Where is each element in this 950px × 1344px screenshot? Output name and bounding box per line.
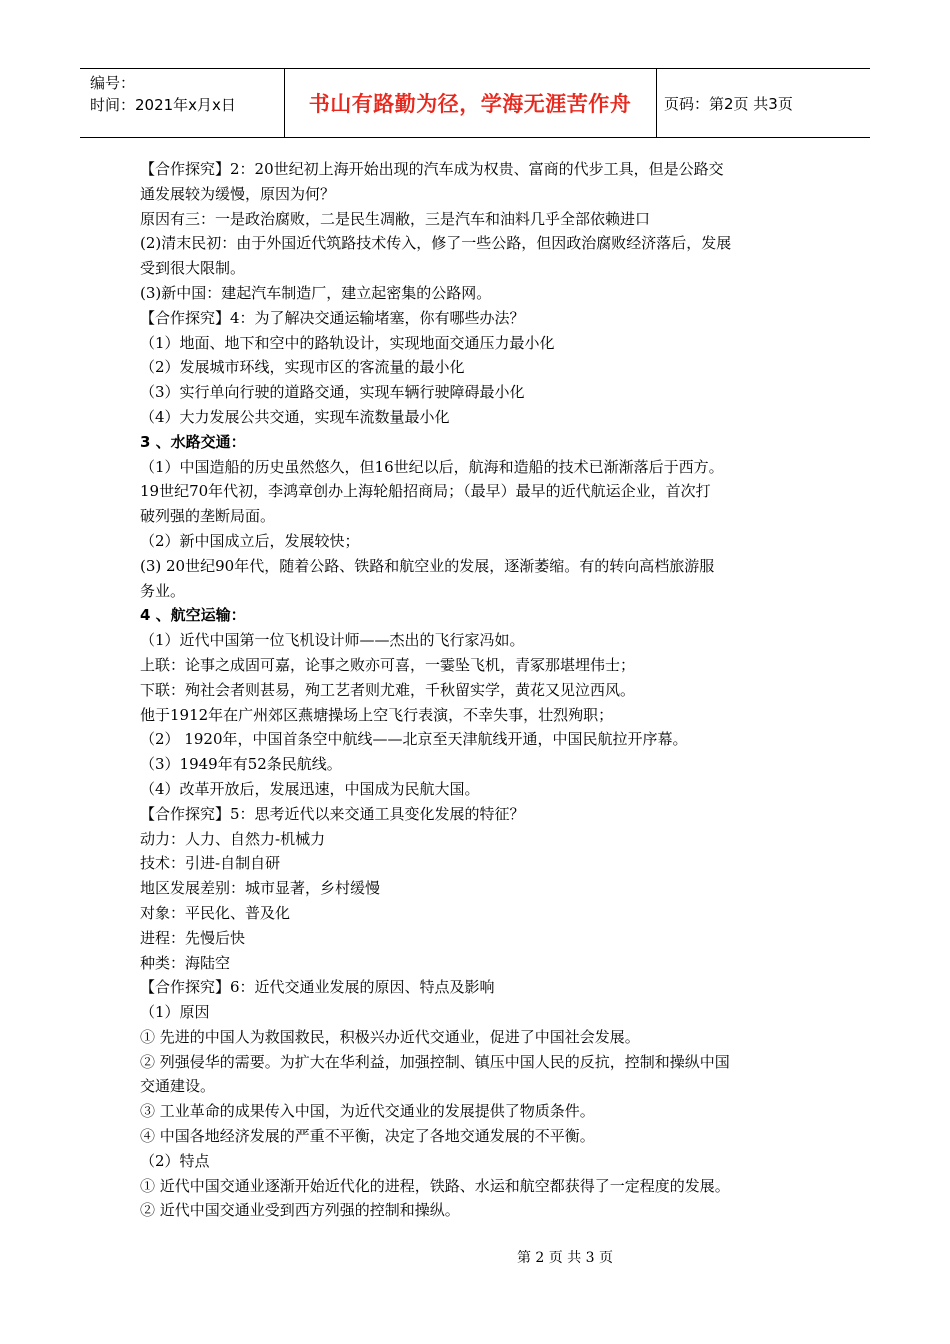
document-date: 时间：2021年x月x日 — [90, 96, 236, 114]
text-line: （4）大力发展公共交通，实现车流数量最小化 — [140, 407, 450, 426]
document-number-label: 编号： — [90, 74, 136, 92]
text-line: （1）近代中国第一位飞机设计师——杰出的飞行家冯如。 — [140, 631, 525, 650]
text-line: 交通建设。 — [140, 1077, 216, 1096]
text-line: ① 先进的中国人为救国救民，积极兴办近代交通业，促进了中国社会发展。 — [140, 1027, 640, 1046]
text-line: (3) 20世纪90年代，随着公路、铁路和航空业的发展，逐渐萎缩。有的转向高档旅游服 — [140, 556, 715, 575]
text-line: 原因有三：一是政治腐败，二是民生凋敝，三是汽车和油料几乎全部依赖进口 — [140, 209, 651, 228]
text-line: 破列强的垄断局面。 — [140, 507, 276, 526]
text-line: ① 近代中国交通业逐渐开始近代化的进程，铁路、水运和航空都获得了一定程度的发展。 — [140, 1176, 730, 1195]
text-line: 通发展较为缓慢，原因为何？ — [140, 184, 336, 203]
text-line: （3）1949年有52条民航线。 — [140, 755, 342, 774]
text-line: 务业。 — [140, 581, 186, 600]
text-line: 他于1912年在广州郊区燕塘操场上空飞行表演，不幸失事，壮烈殉职； — [140, 705, 614, 724]
text-line: （2）新中国成立后，发展较快； — [140, 531, 360, 550]
text-line: （1）中国造船的历史虽然悠久，但16世纪以后，航海和造船的技术已渐渐落后于西方。 — [140, 457, 724, 476]
text-line: 上联：论事之成固可嘉，论事之败亦可喜，一霎坠飞机，青冢那堪埋伟士； — [140, 655, 636, 674]
text-line: 地区发展差别：城市显著，乡村缓慢 — [140, 879, 381, 898]
text-line: ② 近代中国交通业受到西方列强的控制和操纵。 — [140, 1201, 460, 1220]
text-line: 【合作探究】2：20世纪初上海开始出现的汽车成为权贵、富商的代步工具，但是公路交 — [140, 160, 724, 178]
text-line: （4）改革开放后，发展迅速，中国成为民航大国。 — [140, 779, 480, 798]
section-heading: 4 、航空运输： — [140, 606, 246, 625]
text-line: （3）实行单向行驶的道路交通，实现车辆行驶障碍最小化 — [140, 383, 525, 402]
page-footer: 第 2 页 共 3 页 — [516, 1250, 614, 1266]
text-line: （2）特点 — [140, 1151, 210, 1170]
text-line: （1）原因 — [140, 1003, 210, 1022]
text-line: (2)清末民初：由于外国近代筑路技术传入，修了一些公路，但因政治腐败经济落后，发展 — [140, 234, 732, 253]
text-line: ③ 工业革命的成果传入中国，为近代交通业的发展提供了物质条件。 — [140, 1102, 595, 1121]
text-line: 【合作探究】5：思考近代以来交通工具变化发展的特征？ — [140, 804, 525, 823]
text-line: 对象：平民化、普及化 — [140, 903, 291, 922]
header-motto: 书山有路勤为径，学海无涯苦作舟 — [308, 92, 632, 116]
text-line: （1）地面、地下和空中的路轨设计，实现地面交通压力最小化 — [140, 333, 555, 352]
text-line: 【合作探究】6：近代交通业发展的原因、特点及影响 — [140, 978, 495, 997]
text-line: 受到很大限制。 — [140, 259, 246, 278]
text-line: 19世纪70年代初，李鸿章创办上海轮船招商局；（最早）最早的近代航运企业，首次打 — [140, 482, 711, 501]
text-line: (3)新中国：建起汽车制造厂，建立起密集的公路网。 — [140, 283, 492, 302]
text-line: 技术：引进-自制自研 — [140, 854, 281, 873]
header-meta — [90, 72, 280, 116]
header-divider — [656, 69, 657, 137]
text-line: 进程：先慢后快 — [140, 928, 246, 947]
page-header — [80, 68, 870, 138]
document-body — [140, 157, 815, 1223]
text-line: 下联：殉社会者则甚易，殉工艺者则尤难，千秋留实学，黄花又见泣西风。 — [140, 680, 636, 699]
text-line: （2） 1920年，中国首条空中航线——北京至天津航线开通，中国民航拉开序幕。 — [140, 730, 688, 749]
header-page-info: 页码：第2页 共3页 — [664, 94, 793, 113]
text-line: ② 列强侵华的需要。为扩大在华利益，加强控制、镇压中国人民的反抗，控制和操纵中国 — [140, 1052, 730, 1071]
text-line: 动力：人力、自然力-机械力 — [140, 829, 326, 848]
section-heading: 3 、水路交通： — [140, 432, 246, 451]
text-line: （2）发展城市环线，实现市区的客流量的最小化 — [140, 358, 465, 377]
text-line: 【合作探究】4：为了解决交通运输堵塞，你有哪些办法？ — [140, 308, 525, 327]
text-line: ④ 中国各地经济发展的严重不平衡，决定了各地交通发展的不平衡。 — [140, 1127, 595, 1146]
text-line: 种类：海陆空 — [140, 953, 231, 972]
